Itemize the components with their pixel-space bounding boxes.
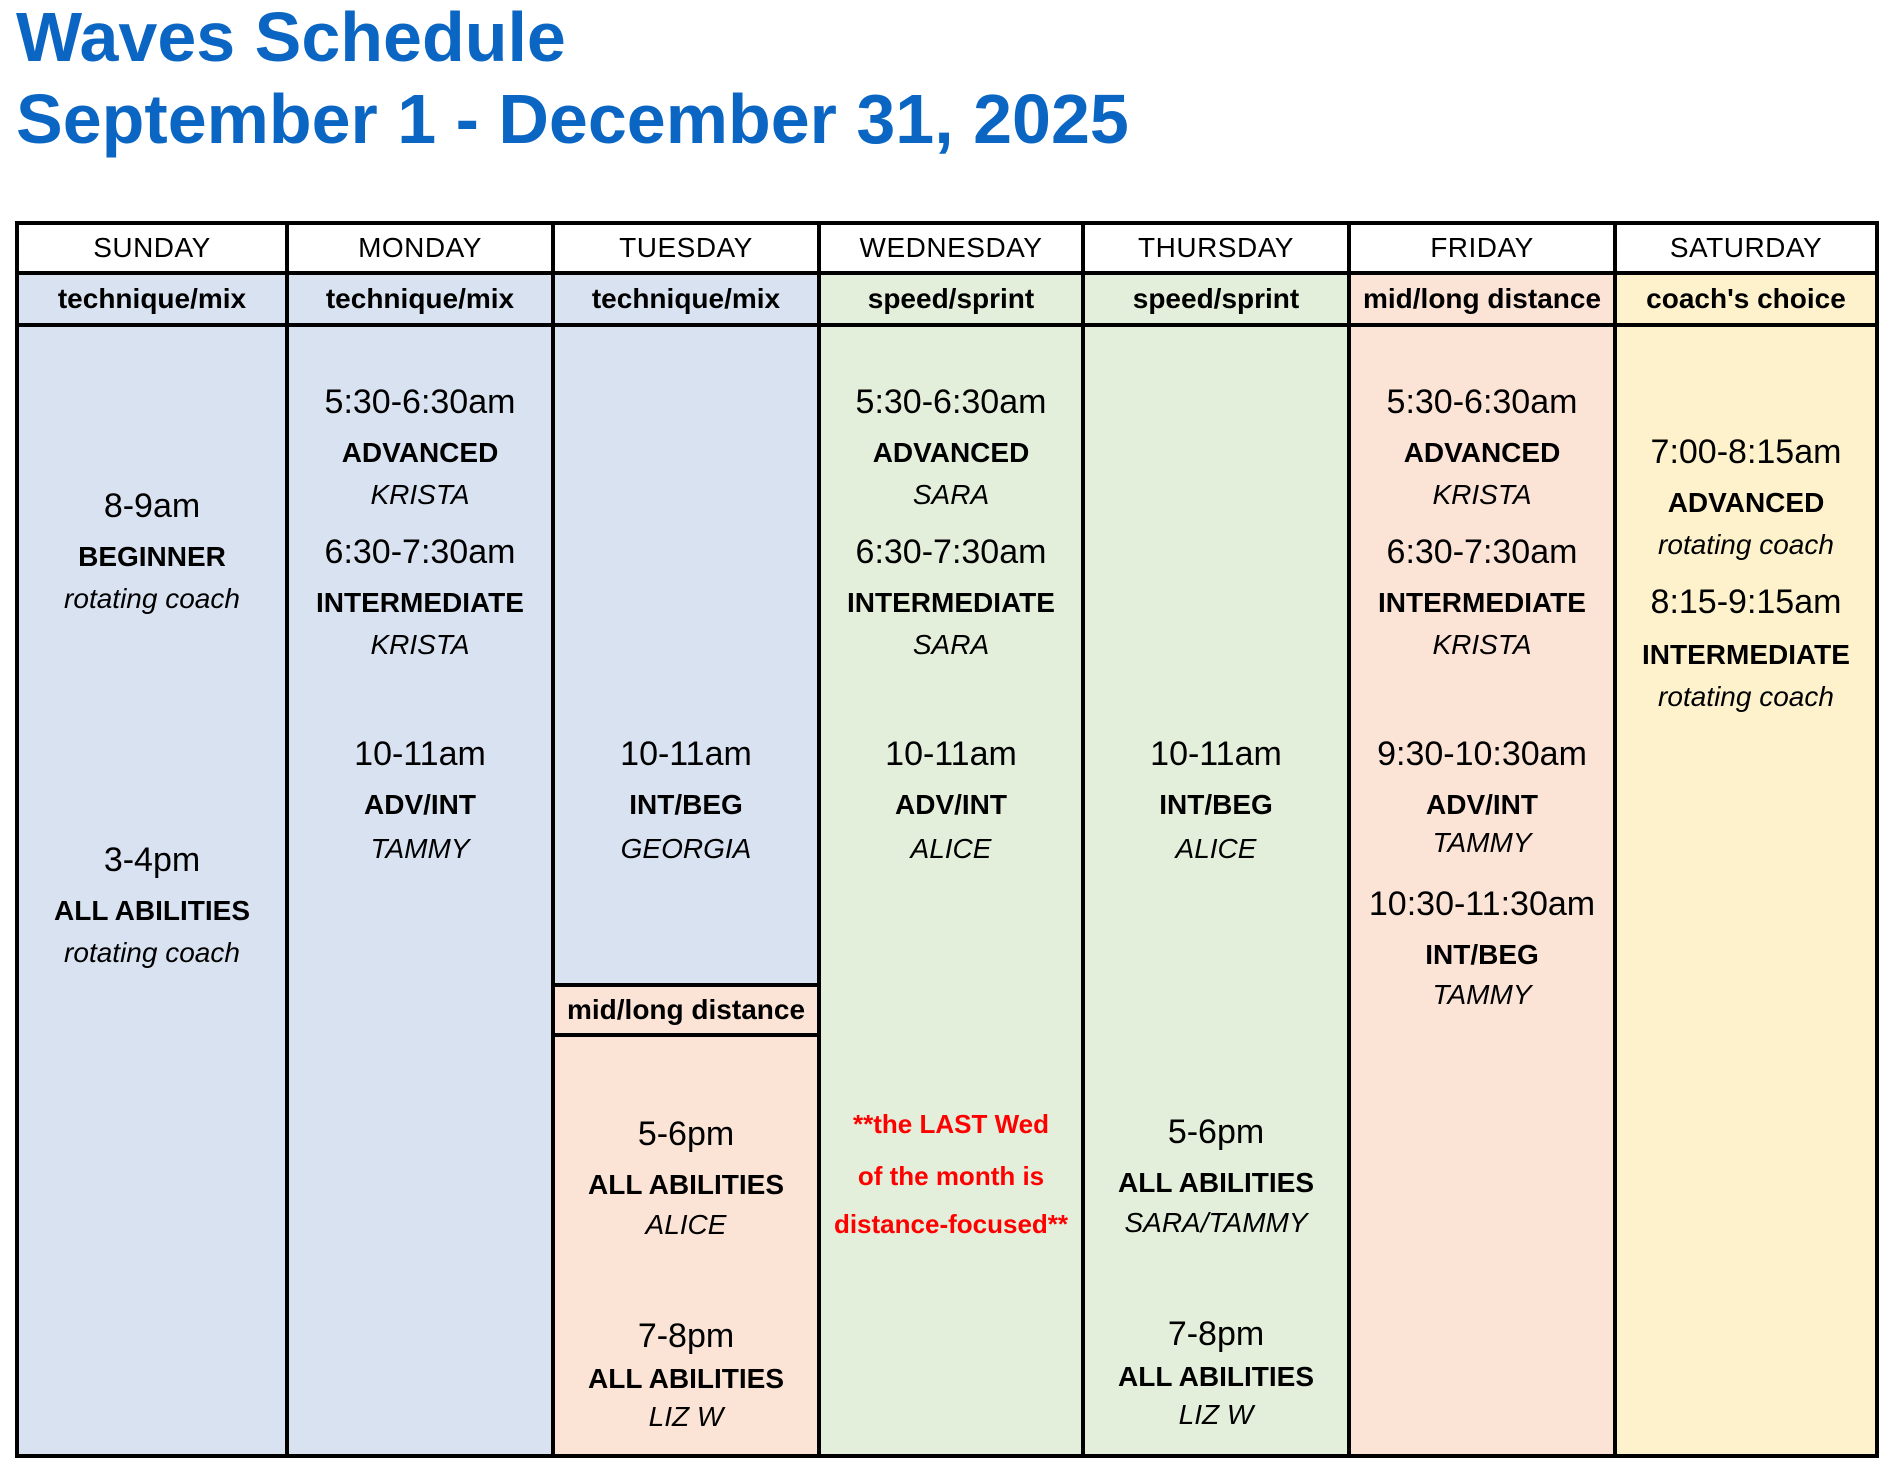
session-coach: ALICE — [645, 1209, 727, 1240]
session-coach: TAMMY — [1432, 827, 1532, 858]
session-level: BEGINNER — [78, 541, 226, 572]
session-level: ADVANCED — [1667, 487, 1825, 518]
session-coach: KRISTA — [1432, 479, 1532, 510]
day-focus: technique/mix — [555, 275, 817, 327]
session-time: 5-6pm — [1167, 1113, 1265, 1151]
session-coach: LIZ W — [1178, 1399, 1254, 1430]
session-coach: KRISTA — [370, 629, 470, 660]
day-sessions — [1617, 327, 1875, 1454]
day-column-friday — [1347, 225, 1613, 1454]
session-time: 5:30-6:30am — [324, 383, 516, 421]
session-level: INT/BEG — [1425, 939, 1539, 970]
session-time: 8:15-9:15am — [1650, 583, 1842, 621]
session-time: 7:00-8:15am — [1650, 433, 1842, 471]
day-focus: technique/mix — [19, 275, 285, 327]
session-time: 7-8pm — [637, 1317, 735, 1355]
day-header: FRIDAY — [1351, 225, 1613, 275]
session-coach: SARA/TAMMY — [1124, 1207, 1308, 1238]
day-column-saturday — [1613, 225, 1875, 1454]
session-time: 5:30-6:30am — [1386, 383, 1578, 421]
session-coach: KRISTA — [1432, 629, 1532, 660]
session-level: ADV/INT — [364, 789, 476, 820]
day-sessions — [1351, 327, 1613, 1454]
session-coach: SARA — [912, 479, 990, 510]
session-level: ADVANCED — [872, 437, 1030, 468]
weekly-schedule-table — [15, 221, 1879, 1458]
session-level: ADV/INT — [1426, 789, 1538, 820]
session-time: 5:30-6:30am — [855, 383, 1047, 421]
session-time: 6:30-7:30am — [1386, 533, 1578, 571]
session-time: 10-11am — [1150, 735, 1282, 773]
session-coach: ALICE — [910, 833, 992, 864]
session-coach: rotating coach — [64, 937, 240, 968]
session-coach: rotating coach — [1658, 681, 1834, 712]
session-coach: SARA — [912, 629, 990, 660]
session-time: 10-11am — [354, 735, 486, 773]
session-coach: rotating coach — [1658, 529, 1834, 560]
session-time: 7-8pm — [1167, 1315, 1265, 1353]
session-coach: LIZ W — [648, 1401, 724, 1432]
day-sessions — [19, 327, 285, 1454]
session-time: 6:30-7:30am — [324, 533, 516, 571]
session-level: INT/BEG — [1159, 789, 1273, 820]
session-time: 5-6pm — [637, 1115, 735, 1153]
session-coach: TAMMY — [1432, 979, 1532, 1010]
day-sessions — [821, 327, 1081, 1454]
session-level: ADVANCED — [341, 437, 499, 468]
evening-sessions — [555, 1037, 817, 1454]
session-level: INTERMEDIATE — [1378, 587, 1586, 618]
session-level: INTERMEDIATE — [847, 587, 1055, 618]
distance-note-line1: **the LAST Wed — [853, 1109, 1049, 1139]
day-column-tuesday — [551, 225, 817, 1454]
day-focus: coach's choice — [1617, 275, 1875, 327]
session-level: ALL ABILITIES — [1118, 1167, 1314, 1198]
day-sessions — [1085, 327, 1347, 1454]
distance-note-line2: of the month is — [857, 1161, 1045, 1191]
session-coach: TAMMY — [370, 833, 470, 864]
day-focus: speed/sprint — [821, 275, 1081, 327]
session-time: 10:30-11:30am — [1368, 885, 1596, 923]
session-level: ALL ABILITIES — [588, 1363, 784, 1394]
session-coach: KRISTA — [370, 479, 470, 510]
session-level: INT/BEG — [629, 789, 743, 820]
day-sessions — [289, 327, 551, 1454]
day-column-monday — [285, 225, 551, 1454]
session-time: 8-9am — [103, 487, 201, 525]
schedule-date-range: September 1 - December 31, 2025 — [16, 80, 1129, 158]
day-focus: mid/long distance — [1351, 275, 1613, 327]
session-time: 6:30-7:30am — [855, 533, 1047, 571]
day-header: SUNDAY — [19, 225, 285, 275]
session-level: ADV/INT — [895, 789, 1007, 820]
session-level: ALL ABILITIES — [588, 1169, 784, 1200]
distance-note-line3: distance-focused** — [833, 1209, 1069, 1239]
session-time: 9:30-10:30am — [1377, 735, 1587, 773]
day-column-sunday — [19, 225, 285, 1454]
day-header: THURSDAY — [1085, 225, 1347, 275]
day-header: WEDNESDAY — [821, 225, 1081, 275]
day-header: TUESDAY — [555, 225, 817, 275]
day-column-thursday — [1081, 225, 1347, 1454]
session-time: 10-11am — [620, 735, 752, 773]
session-level: ALL ABILITIES — [54, 895, 250, 926]
session-coach: GEORGIA — [620, 833, 752, 864]
session-time: 3-4pm — [103, 841, 201, 879]
day-header: MONDAY — [289, 225, 551, 275]
session-level: INTERMEDIATE — [316, 587, 524, 618]
session-coach: ALICE — [1175, 833, 1257, 864]
day-focus: speed/sprint — [1085, 275, 1347, 327]
session-coach: rotating coach — [64, 583, 240, 614]
session-level: INTERMEDIATE — [1642, 639, 1850, 670]
schedule-title: Waves Schedule — [16, 0, 566, 76]
day-focus-secondary: mid/long distance — [555, 983, 817, 1037]
session-time: 10-11am — [885, 735, 1017, 773]
day-column-wednesday — [817, 225, 1081, 1454]
day-focus: technique/mix — [289, 275, 551, 327]
day-header: SATURDAY — [1617, 225, 1875, 275]
session-level: ADVANCED — [1403, 437, 1561, 468]
session-level: ALL ABILITIES — [1118, 1361, 1314, 1392]
